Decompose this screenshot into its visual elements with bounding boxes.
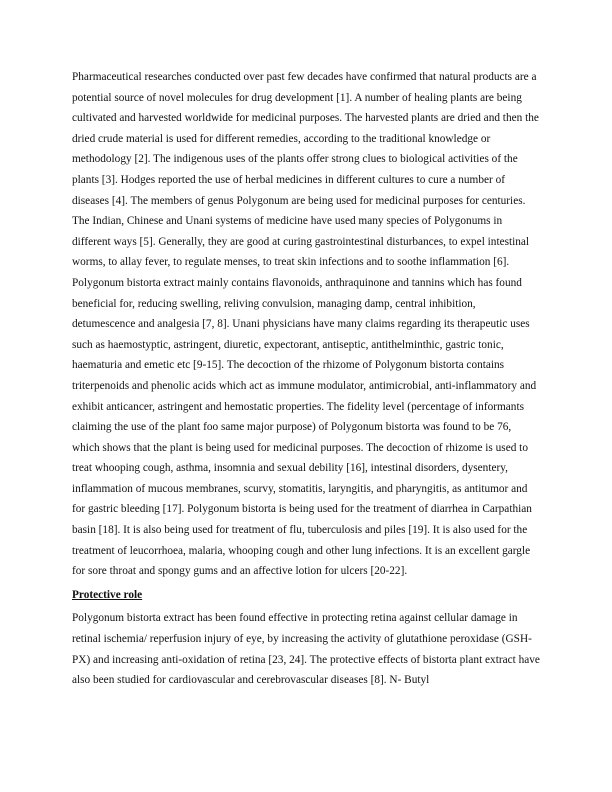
protective-role-paragraph: Polygonum bistorta extract has been found effective in protecting retina against cellular damage in retinal ischemia/ reperfusion injury of eye, by increasing the activity of glutathione peroxidase (GSH-PX) and increasing anti-oxidation of retina [23, 24]. The protective effects of bistorta plant extract have also been studied for cardiovascular and cerebrovascular diseases [8]. N- Butyl (72, 612, 540, 687)
document-body (72, 67, 541, 691)
intro-paragraph: Pharmaceutical researches conducted over past few decades have confirmed that natural products are a potential source of novel molecules for drug development [1]. A number of healing plants are being cultivated and harvested worldwide for medicinal purposes. The harvested plants are dried and then the dried crude material is used for different remedies, according to the traditional knowledge or methodology [2]. The indigenous uses of the plants offer strong clues to biological activities of the plants [3]. Hodges reported the use of herbal medicines in different cultures to cure a number of diseases [4]. The members of genus Polygonum are being used for medicinal purposes for centuries. The Indian, Chinese and Unani systems of medicine have used many species of Polygonums in different ways [5]. Generally, they are good at curing gastrointestinal disturbances, to expel intestinal worms, to allay fever, to regulate menses, to treat skin infections and to soothe inflammation [6]. Polygonum bistorta extract mainly contains flavonoids, anthraquinone and tannins which has found beneficial for, reducing swelling, reliving convulsion, managing damp, central inhibition, detumescence and analgesia [7, 8]. Unani physicians have many claims regarding its therapeutic uses such as haemostyptic, astringent, diuretic, expectorant, antiseptic, antithelminthic, gastric tonic, haematuria and emetic etc [9-15]. The decoction of the rhizome of Polygonum bistorta contains triterpenoids and phenolic acids which act as immune modulator, antimicrobial, anti-inflammatory and exhibit anticancer, astringent and hemostatic properties. The fidelity level (percentage of informants claiming the use of the plant foo same major purpose) of Polygonum bistorta was found to be 76, which shows that the plant is being used for medicinal purposes. The decoction of rhizome is used to treat whooping cough, asthma, insomnia and sexual debility [16], intestinal disorders, dysentery, inflammation of mucous membranes, scurvy, stomatitis, laryngitis, and pharyngitis, as antitumor and for gastric bleeding [17]. Polygonum bistorta is being used for the treatment of diarrhea in Carpathian basin [18]. It is also being used for treatment of flu, tuberculosis and piles [19]. It is also used for the treatment of leucorrhoea, malaria, whooping cough and other lung infections. It is an excellent gargle for sore throat and spongy gums and an affective lotion for ulcers [20-22]. (72, 71, 539, 578)
protective-role-heading: Protective role (72, 588, 143, 601)
